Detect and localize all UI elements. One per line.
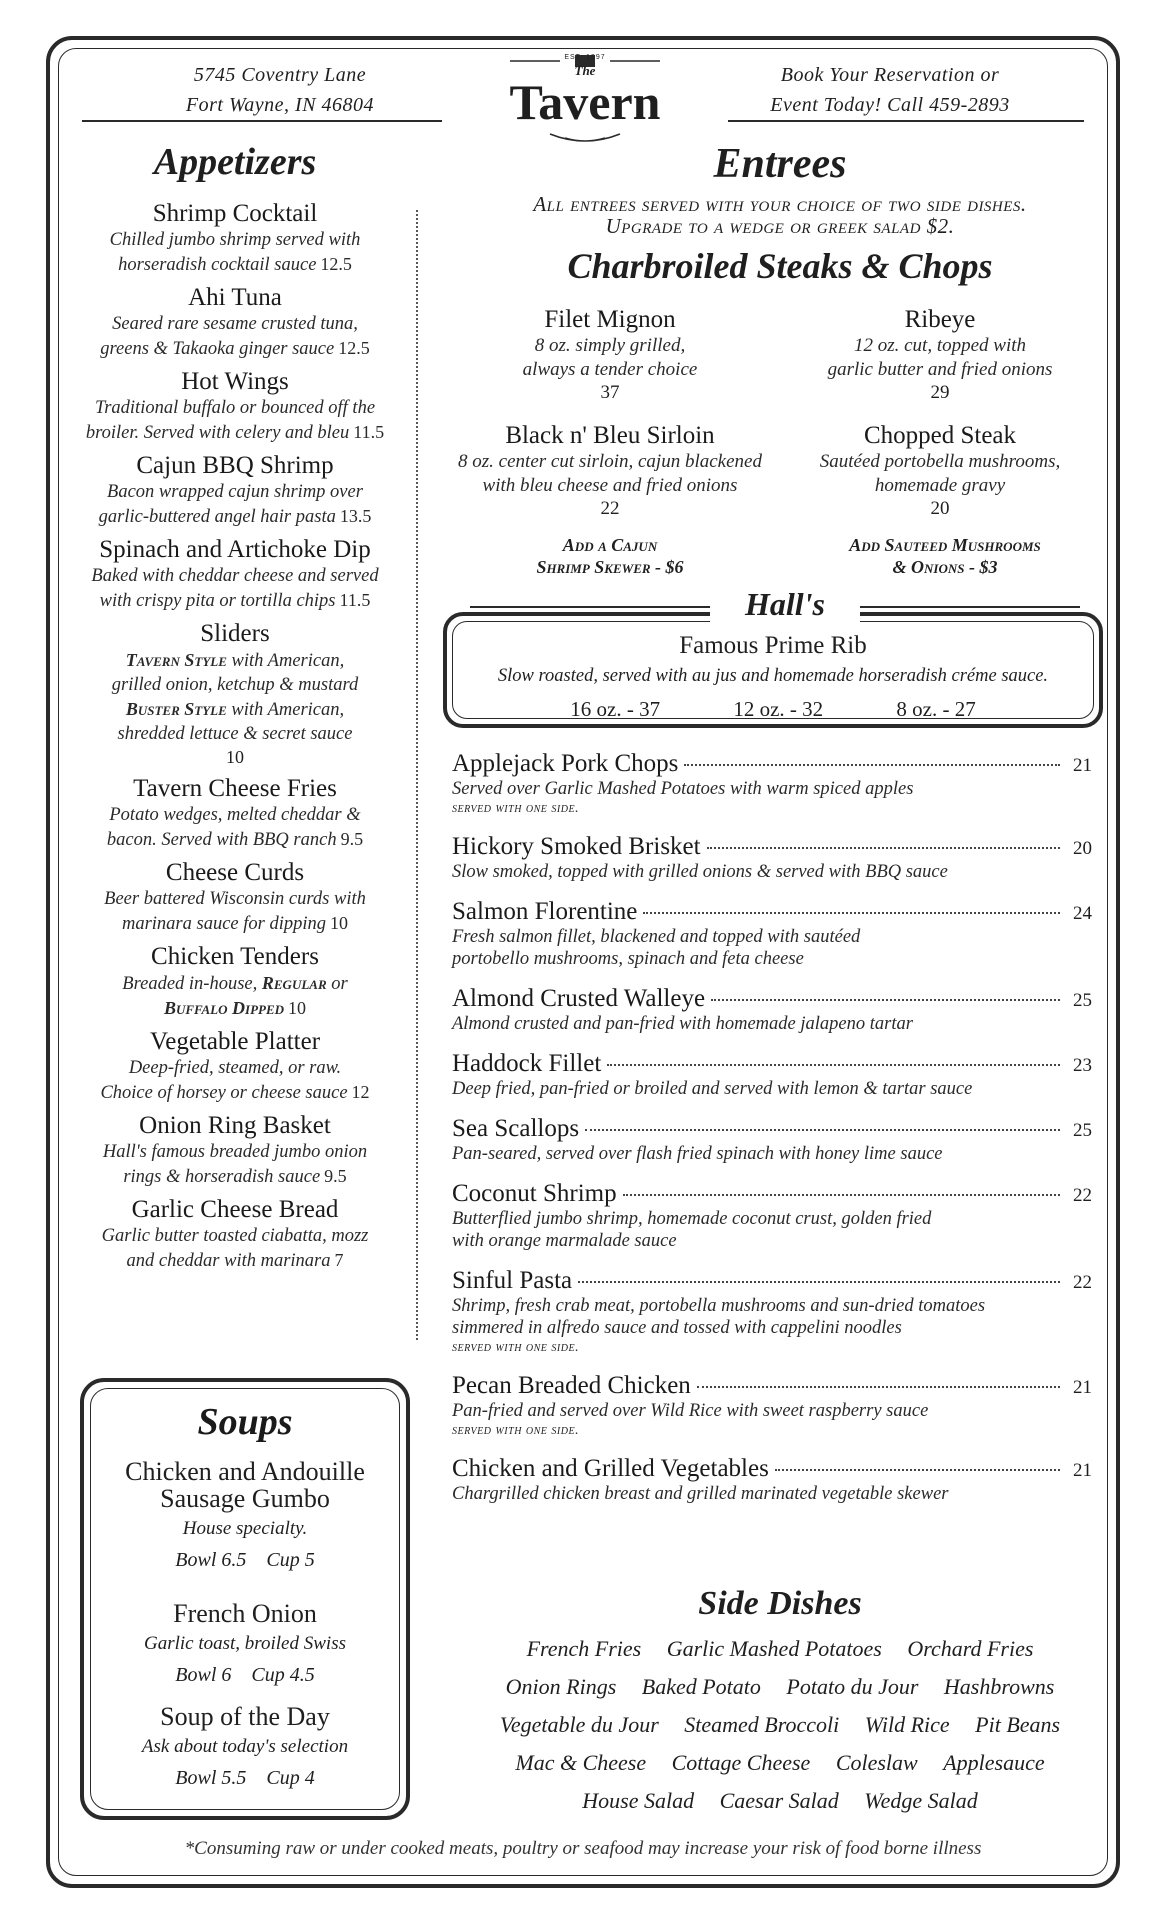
appetizer-desc: greens & Takaoka ginger sauce bbox=[100, 339, 335, 359]
appetizer-name: Chicken Tenders bbox=[151, 943, 319, 970]
appetizer-desc: Seared rare sesame crusted tuna, bbox=[112, 314, 358, 334]
entree-name: Chicken and Grilled Vegetables bbox=[452, 1455, 769, 1482]
appetizers-list bbox=[62, 200, 408, 1280]
tenders-option-regular: Regular bbox=[261, 973, 327, 993]
logo-name: Tavern bbox=[509, 74, 661, 130]
soup-item bbox=[84, 1458, 406, 1574]
entree-desc: Shrimp, fresh crab meat, portobella mushrooms and sun-dried tomatoes bbox=[452, 1296, 986, 1316]
entree-name: Haddock Fillet bbox=[452, 1050, 602, 1077]
dot-leader bbox=[775, 1469, 1060, 1471]
steak-price: 20 bbox=[930, 498, 950, 519]
side-dish: Potato du Jour bbox=[786, 1674, 919, 1699]
steak-name: Black n' Bleu Sirloin bbox=[505, 422, 715, 449]
appetizer-desc: with American, bbox=[226, 651, 345, 671]
appetizer-desc: Traditional buffalo or bounced off the bbox=[94, 398, 376, 418]
entree-note: served with one side. bbox=[452, 1423, 580, 1438]
entree-item bbox=[452, 750, 1092, 818]
addon-mushrooms bbox=[790, 534, 1100, 578]
soups-box bbox=[80, 1378, 410, 1820]
side-dish: Hashbrowns bbox=[943, 1674, 1055, 1699]
soups-title: Soups bbox=[197, 1401, 293, 1443]
prime-rib-box bbox=[443, 612, 1103, 728]
entree-item bbox=[452, 833, 1092, 883]
entree-desc: Deep fried, pan-fried or broiled and served with lemon & tartar sauce bbox=[452, 1079, 973, 1099]
tenders-option-buffalo: Buffalo Dipped bbox=[163, 998, 285, 1018]
entree-desc: Almond crusted and pan-fried with homemade jalapeno tartar bbox=[452, 1014, 913, 1034]
soup-desc: House specialty. bbox=[182, 1518, 308, 1539]
entree-name: Almond Crusted Walleye bbox=[452, 985, 706, 1012]
appetizer-price: 11.5 bbox=[339, 590, 371, 610]
entree-name: Applejack Pork Chops bbox=[452, 750, 679, 777]
entree-price: 21 bbox=[1073, 1377, 1092, 1398]
reservation-info bbox=[720, 60, 1060, 120]
dot-leader bbox=[684, 764, 1060, 766]
dot-leader bbox=[711, 999, 1060, 1001]
entree-price: 24 bbox=[1073, 903, 1092, 924]
column-divider bbox=[416, 210, 418, 1340]
entree-note: served with one side. bbox=[452, 1340, 580, 1355]
appetizer-price: 11.5 bbox=[353, 422, 385, 442]
appetizer-desc: Breaded in-house, bbox=[122, 974, 262, 994]
steak-item bbox=[440, 422, 780, 520]
appetizer-name: Garlic Cheese Bread bbox=[131, 1196, 339, 1223]
appetizer-name: Onion Ring Basket bbox=[139, 1112, 331, 1139]
reservation-line-1: Book Your Reservation or bbox=[780, 64, 1000, 86]
entree-name: Hickory Smoked Brisket bbox=[452, 833, 701, 860]
appetizer-price: 7 bbox=[334, 1250, 344, 1270]
appetizer-desc: horseradish cocktail sauce bbox=[118, 255, 317, 275]
reservation-line-2: Event Today! Call 459-2893 bbox=[770, 94, 1010, 116]
sides-row bbox=[440, 1744, 1120, 1782]
steak-price: 22 bbox=[600, 498, 620, 519]
steak-desc: with bleu cheese and fried onions bbox=[482, 475, 738, 496]
appetizer-item bbox=[62, 1196, 408, 1273]
appetizer-desc: Deep-fried, steamed, or raw. bbox=[128, 1058, 342, 1078]
steaks-title: Charbroiled Steaks & Chops bbox=[567, 246, 993, 286]
steak-price: 37 bbox=[600, 382, 620, 403]
steak-item bbox=[440, 306, 780, 404]
dot-leader bbox=[578, 1281, 1060, 1283]
prime-rib-size-price: 8 oz. - 27 bbox=[896, 697, 976, 721]
entree-price: 25 bbox=[1073, 1120, 1092, 1141]
appetizer-item bbox=[62, 284, 408, 361]
appetizer-name: Cajun BBQ Shrimp bbox=[136, 452, 334, 479]
address-city: Fort Wayne, IN 46804 bbox=[185, 94, 375, 116]
dot-leader bbox=[607, 1064, 1060, 1066]
steak-desc: 8 oz. simply grilled, bbox=[534, 335, 686, 356]
appetizer-price: 12.5 bbox=[338, 338, 370, 358]
entree-price: 22 bbox=[1073, 1185, 1092, 1206]
appetizer-price: 13.5 bbox=[339, 506, 372, 526]
entree-price: 23 bbox=[1073, 1055, 1092, 1076]
side-dish: French Fries bbox=[526, 1636, 642, 1661]
prime-rib-size-price: 16 oz. - 37 bbox=[570, 697, 661, 721]
entree-note-line-1: All entrees served with your choice of two side dishes. bbox=[533, 192, 1027, 216]
appetizer-item bbox=[62, 859, 408, 936]
steak-desc: garlic butter and fried onions bbox=[827, 359, 1053, 380]
appetizer-desc: Beer battered Wisconsin curds with bbox=[104, 889, 366, 909]
entree-desc: Served over Garlic Mashed Potatoes with warm spiced apples bbox=[452, 779, 914, 799]
tavern-logo bbox=[490, 52, 680, 152]
side-dish: Steamed Broccoli bbox=[684, 1712, 840, 1737]
entree-item bbox=[452, 898, 1092, 970]
entree-note: served with one side. bbox=[452, 801, 580, 816]
dot-leader bbox=[697, 1386, 1060, 1388]
header-rule-right bbox=[728, 120, 1084, 122]
appetizer-name: Spinach and Artichoke Dip bbox=[99, 536, 371, 563]
soup-cup-price: Cup 4.5 bbox=[251, 1664, 315, 1686]
appetizer-item bbox=[62, 452, 408, 529]
entree-desc: with orange marmalade sauce bbox=[452, 1231, 677, 1251]
addon-line: Shrimp Skewer - $6 bbox=[536, 557, 684, 577]
appetizer-desc: garlic-buttered angel hair pasta bbox=[98, 507, 336, 527]
appetizer-desc: shredded lettuce & secret sauce bbox=[117, 724, 353, 744]
entree-price: 25 bbox=[1073, 990, 1092, 1011]
side-dish: Cottage Cheese bbox=[671, 1750, 811, 1775]
appetizer-desc: rings & horseradish sauce bbox=[123, 1167, 321, 1187]
dot-leader bbox=[643, 912, 1060, 914]
dot-leader bbox=[707, 847, 1060, 849]
entree-item bbox=[452, 1267, 1092, 1357]
entree-name: Salmon Florentine bbox=[452, 898, 638, 925]
appetizer-name: Shrimp Cocktail bbox=[152, 200, 318, 227]
entree-desc: Pan-fried and served over Wild Rice with sweet raspberry sauce bbox=[452, 1401, 929, 1421]
entree-price: 20 bbox=[1073, 838, 1092, 859]
appetizer-item bbox=[62, 1028, 408, 1105]
address-street: 5745 Coventry Lane bbox=[193, 64, 367, 86]
appetizer-name: Cheese Curds bbox=[165, 859, 305, 886]
appetizer-price: 9.5 bbox=[324, 1166, 347, 1186]
appetizer-name: Sliders bbox=[200, 620, 270, 647]
appetizer-desc: broiler. Served with celery and bleu bbox=[85, 423, 350, 443]
steak-name: Chopped Steak bbox=[863, 422, 1017, 449]
side-dish: Pit Beans bbox=[975, 1712, 1061, 1737]
entree-item bbox=[452, 1115, 1092, 1165]
sides-row bbox=[440, 1706, 1120, 1744]
appetizer-name: Hot Wings bbox=[181, 368, 289, 395]
entree-desc: Butterflied jumbo shrimp, homemade coconut crust, golden fried bbox=[452, 1209, 932, 1229]
entree-item bbox=[452, 985, 1092, 1035]
side-dish: Applesauce bbox=[943, 1750, 1045, 1775]
addon-line: Add Sauteed Mushrooms bbox=[849, 535, 1041, 555]
prime-rib-desc: Slow roasted, served with au jus and homemade horseradish créme sauce. bbox=[497, 666, 1049, 686]
side-dish: Mac & Cheese bbox=[515, 1750, 647, 1775]
entree-price: 21 bbox=[1073, 755, 1092, 776]
side-dish: Coleslaw bbox=[835, 1750, 918, 1775]
side-dish: Wild Rice bbox=[864, 1712, 950, 1737]
entree-name: Sea Scallops bbox=[452, 1115, 580, 1142]
entree-item bbox=[452, 1050, 1092, 1100]
entree-name: Pecan Breaded Chicken bbox=[452, 1372, 691, 1399]
appetizer-desc: Garlic butter toasted ciabatta, mozz bbox=[101, 1226, 369, 1246]
appetizer-item bbox=[62, 368, 408, 445]
appetizer-desc: Potato wedges, melted cheddar & bbox=[109, 805, 361, 825]
appetizer-item bbox=[62, 775, 408, 852]
entree-price: 22 bbox=[1073, 1272, 1092, 1293]
entree-desc: Chargrilled chicken breast and grilled marinated vegetable skewer bbox=[452, 1484, 949, 1504]
appetizers-title: Appetizers bbox=[153, 141, 317, 183]
appetizer-desc: Hall's famous breaded jumbo onion bbox=[102, 1142, 368, 1162]
entree-desc: Fresh salmon fillet, blackened and topped with sautéed bbox=[452, 927, 861, 947]
soup-bowl-price: Bowl 6 bbox=[175, 1664, 232, 1686]
soup-cup-price: Cup 5 bbox=[266, 1549, 315, 1571]
side-dishes bbox=[440, 1630, 1120, 1820]
header-rule-left bbox=[82, 120, 442, 122]
side-dish: Baked Potato bbox=[641, 1674, 761, 1699]
appetizer-name: Tavern Cheese Fries bbox=[133, 775, 337, 802]
entree-desc: Slow smoked, topped with grilled onions & served with BBQ sauce bbox=[452, 862, 948, 882]
addon-line: & Onions - $3 bbox=[892, 557, 998, 577]
steak-name: Filet Mignon bbox=[544, 306, 676, 333]
prime-rib-rule-right bbox=[860, 606, 1080, 608]
entree-item bbox=[452, 1455, 1092, 1505]
steak-item bbox=[770, 306, 1110, 404]
steak-desc: 12 oz. cut, topped with bbox=[853, 335, 1027, 356]
soup-cup-price: Cup 4 bbox=[266, 1767, 315, 1789]
appetizer-desc: with American, bbox=[226, 700, 345, 720]
appetizer-desc: grilled onion, ketchup & mustard bbox=[111, 675, 359, 695]
appetizer-price: 10 bbox=[288, 998, 307, 1018]
entree-name: Sinful Pasta bbox=[452, 1267, 573, 1294]
slider-style-tavern: Tavern Style bbox=[125, 650, 227, 670]
sides-row bbox=[440, 1630, 1120, 1668]
entree-note bbox=[440, 193, 1120, 237]
appetizer-desc: Bacon wrapped cajun shrimp over bbox=[107, 482, 363, 502]
soup-name: Soup of the Day bbox=[160, 1702, 330, 1731]
soup-item bbox=[84, 1703, 406, 1792]
sides-row bbox=[440, 1782, 1120, 1820]
soup-name: Sausage Gumbo bbox=[160, 1484, 330, 1513]
appetizer-item bbox=[62, 536, 408, 613]
entree-item bbox=[452, 1372, 1092, 1440]
soup-desc: Ask about today's selection bbox=[141, 1736, 349, 1757]
addon-cajun-shrimp bbox=[460, 534, 760, 578]
soup-bowl-price: Bowl 6.5 bbox=[175, 1549, 247, 1571]
appetizer-desc: marinara sauce for dipping bbox=[121, 914, 326, 934]
addon-line: Add a Cajun bbox=[562, 535, 658, 555]
steak-desc: 8 oz. center cut sirloin, cajun blackened bbox=[458, 451, 762, 472]
logo-established: EST. 1997 bbox=[564, 54, 606, 61]
prime-rib-name: Famous Prime Rib bbox=[679, 632, 867, 659]
appetizer-name: Ahi Tuna bbox=[188, 284, 282, 311]
entree-desc: portobello mushrooms, spinach and feta cheese bbox=[452, 949, 804, 969]
appetizer-desc: with crispy pita or tortilla chips bbox=[99, 591, 336, 611]
appetizer-desc: Chilled jumbo shrimp served with bbox=[109, 230, 361, 250]
steak-name: Ribeye bbox=[904, 306, 976, 333]
appetizer-price: 10 bbox=[226, 747, 244, 767]
soup-desc: Garlic toast, broiled Swiss bbox=[144, 1633, 346, 1654]
address bbox=[110, 60, 450, 120]
prime-rib-size-price: 12 oz. - 32 bbox=[733, 697, 824, 721]
soup-name: French Onion bbox=[173, 1599, 317, 1628]
sides-row bbox=[440, 1668, 1120, 1706]
prime-rib-brand: Hall's bbox=[710, 586, 860, 623]
logo-the: The bbox=[574, 63, 596, 78]
appetizer-desc: or bbox=[326, 974, 348, 994]
slider-style-buster: Buster Style bbox=[125, 699, 227, 719]
appetizer-desc: bacon. Served with BBQ ranch bbox=[106, 830, 337, 850]
side-dish: Garlic Mashed Potatoes bbox=[666, 1636, 882, 1661]
entree-desc: Pan-seared, served over flash fried spinach with honey lime sauce bbox=[452, 1144, 943, 1164]
side-dish: Vegetable du Jour bbox=[499, 1712, 659, 1737]
sides-title: Side Dishes bbox=[698, 1585, 862, 1622]
side-dish: Wedge Salad bbox=[864, 1788, 978, 1813]
soup-bowl-price: Bowl 5.5 bbox=[175, 1767, 247, 1789]
appetizer-price: 12.5 bbox=[320, 254, 352, 274]
soup-name: Chicken and Andouille bbox=[125, 1457, 365, 1486]
appetizer-item bbox=[62, 1112, 408, 1189]
appetizer-item bbox=[62, 200, 408, 277]
soup-item bbox=[84, 1600, 406, 1689]
appetizer-desc: and cheddar with marinara bbox=[126, 1251, 331, 1271]
side-dish: Caesar Salad bbox=[719, 1788, 839, 1813]
steak-price: 29 bbox=[930, 382, 950, 403]
steak-item bbox=[770, 422, 1110, 520]
prime-rib-rule-left bbox=[470, 606, 710, 608]
side-dish: Orchard Fries bbox=[907, 1636, 1034, 1661]
steak-desc: Sautéed portobella mushrooms, bbox=[819, 451, 1061, 472]
appetizer-desc: Choice of horsey or cheese sauce bbox=[100, 1083, 348, 1103]
dot-leader bbox=[585, 1129, 1060, 1131]
entree-name: Coconut Shrimp bbox=[452, 1180, 617, 1207]
appetizer-name: Vegetable Platter bbox=[149, 1028, 321, 1055]
dot-leader bbox=[623, 1194, 1060, 1196]
entree-price: 21 bbox=[1073, 1460, 1092, 1481]
entree-item bbox=[452, 1180, 1092, 1252]
side-dish: House Salad bbox=[582, 1788, 695, 1813]
appetizer-item-sliders bbox=[62, 620, 408, 768]
entree-list bbox=[452, 750, 1092, 1520]
appetizer-price: 10 bbox=[330, 913, 348, 933]
appetizer-item-tenders bbox=[62, 943, 408, 1021]
appetizer-desc: Baked with cheddar cheese and served bbox=[91, 566, 379, 586]
steak-desc: always a tender choice bbox=[522, 359, 698, 380]
appetizer-price: 12 bbox=[351, 1082, 370, 1102]
steak-desc: homemade gravy bbox=[874, 475, 1006, 496]
entrees-title: Entrees bbox=[713, 141, 847, 187]
food-safety-disclaimer: *Consuming raw or under cooked meats, poultry or seafood may increase your risk of food borne illness bbox=[184, 1838, 982, 1859]
entree-note-line-2: Upgrade to a wedge or greek salad $2. bbox=[605, 214, 955, 238]
entree-desc: simmered in alfredo sauce and tossed with cappelini noodles bbox=[452, 1318, 902, 1338]
appetizer-price: 9.5 bbox=[340, 829, 364, 849]
side-dish: Onion Rings bbox=[505, 1674, 617, 1699]
